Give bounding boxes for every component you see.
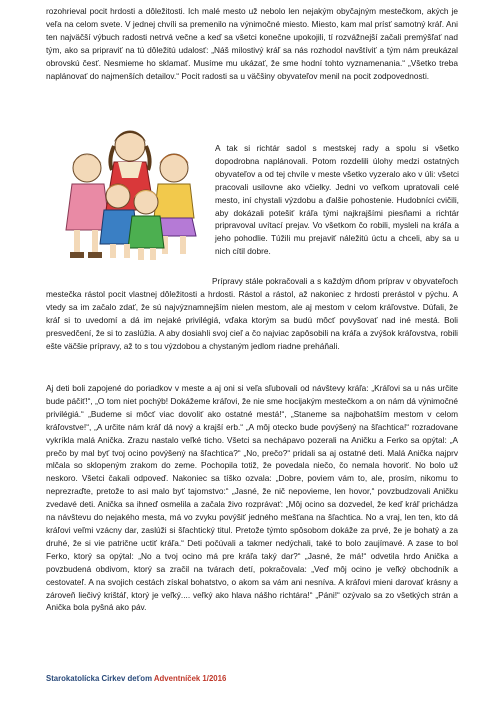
illustration-svg bbox=[52, 118, 207, 266]
paragraph-4: Aj deti boli zapojené do poriadkov v meste a aj oni si veľa sľubovali od návštevy kráľa: „Kráľovi sa u nás určite bude páčiť!“, „O tom niet pochýb! Dokážeme kráľovi, že nie sme hocijakým mestečkom a on nám dá výnimočné privilégiá.“ „Budeme si môcť viac dovoliť ako ostatné mestá!“, „Staneme sa najbohatším mestom v celom kráľovstve!“, „A určite nám kráľ dá nový a krajší erb.“ „A môj otecko bude povýšený na šľachtica!“ rozradovane vykríkla malá Anička. Zrazu nastalo veľké ticho. Všetci sa nechápavo pozerali na Aničku a Ferko sa opýtal: „A prečo by mal byť tvoj ocino povýšený na šľachtica?“ „No, prečo?“ pridali sa aj ostatné deti. Malá Anička najprv mlčala so sklopeným zrakom do zeme. Pochopila totiž, že povedala niečo, čo nemala hovoriť. No bolo už neskoro. Všetci čakali odpoveď. Nakoniec sa tíško ozvala: „Dobre, poviem vám to, ale, prosím, nikomu to neprezraďte, pretože to asi malo byť tajomstvo:“ „Jasné, že nič nepovieme, len hovor,“ povzbudzovali Aničku zvedavé deti. Anička sa ihneď osmelila a začala živo rozprávať: „Môj ocino sa dozvedel, že keď kráľ prichádza na návštevu do nejakého mesta, má vo zvyku povýšiť jedného mešťana na šľachtica. No a vraj, len ten, kto dá kráľovi veľmi vzácny dar, zaslúži si šľachtický titul. Pretože týmto spôsobom dokáže za prvé, že je bohatý a za druhé, že si vie patrične uctiť kráľa.“ Deti počúvali a takmer nedýchali, také to bolo zaujímavé. A zase to bol Ferko, ktorý sa opýtal: „No a tvoj ocino má pre kráľa taký dar?“ „Jasné, že má!“ odvetila hrdo Anička a povzbudená obdivom, ktorý sa zračil na tvárach detí, pokračovala: „Veď môj ocino je veľký obchodník a cestovateľ. A na svojich cestách získal bohatstvo, o akom sa vám ani nesníva. A kráľovi mieni darovať krásny a zároveň liečivý krištáľ, ktorý je veľký.... veľký ako hlava nášho richtára!“ „Páni!“ ozývalo sa zo všetkých strán a Anička bola pyšná ako páv. bbox=[46, 383, 458, 613]
footer-magazine: Adventníček 1/2016 bbox=[153, 674, 227, 683]
footer bbox=[46, 674, 226, 683]
paragraph-1: rozohrieval pocit hrdosti a dôležitosti. Ich malé mesto už nebolo len nejakým obyčajným mestečkom, akých je veľa na celom svete. V jednej chvíli sa premenilo na výnimočné miesto. Miesto, kam mal prísť samotný kráľ. Ani ten najväčší výbuch radosti netrvá večne a keď sa všetci konečne upokojili, tí rozvážnejší začali premýšľať nad tým, ako sa pripraviť na tú dôležitú udalosť: „Náš milostivý kráľ sa nás rozhodol navštíviť a tým nám preukázal obrovskú česť. Nesmieme ho sklamať. Musíme mu ukázať, že sme hodní tohto vyznamenania.“ „Všetko treba naplánovať do najmenších detailov.“ Pocit radosti sa u väčšiny obyvateľov menil na pocit zodpovednosti. bbox=[46, 6, 458, 81]
paragraph-2: A tak si richtár sadol s mestskej rady a spolu si všetko dopodrobna naplánovali. Potom rozdelili úlohy medzi ostatných obyvateľov a od tej chvíle v meste všetko vyzeralo ako v úli: všetci pracovali usilovne ako včielky. Jedni vo veľkom upratovali celé mesto, iní chystali výzdobu a ďalšie pohostenie. Hudobníci cvičili, aby dokázali potešiť kráľa tými najkrajšími piesňami a richtár pripravoval uvítací prejav. Vo všetkom čo robili, mysleli na kráľa a jeho pohodlie. Túžili mu prejaviť náležitú úctu a chceli, aby sa u nich cítil dobre. bbox=[215, 143, 459, 257]
children-in-circle-icon bbox=[52, 118, 207, 266]
paragraph-3: Prípravy stále pokračovali a s každým dňom príprav v obyvateľoch mestečka rástol pocit vlastnej dôležitosti a hrdosti. Rástol a rástol, až nakoniec z hrdosti prerástol v pýchu. A vtedy sa im začalo zdať, že sú najvýznamnejším nielen mestom, ale aj mestom v celom kráľovstve. Dúfali, že kráľ si to uvedomí a dá im nejaké privilégiá, vďaka ktorým sa budú môcť povyšovať nad iné mestá. Boli presvedčení, že si to zaslúžia. A aby dosiahli svoj cieľ a čo najviac zapôsobili na kráľa a zvýšok kráľovstva, robili ešte väčšie prípravy, až to s tou výzdobou a chystaným jedlom riadne preháňali. bbox=[46, 276, 458, 351]
footer-organization: Starokatolícka Cirkev deťom bbox=[46, 674, 153, 683]
